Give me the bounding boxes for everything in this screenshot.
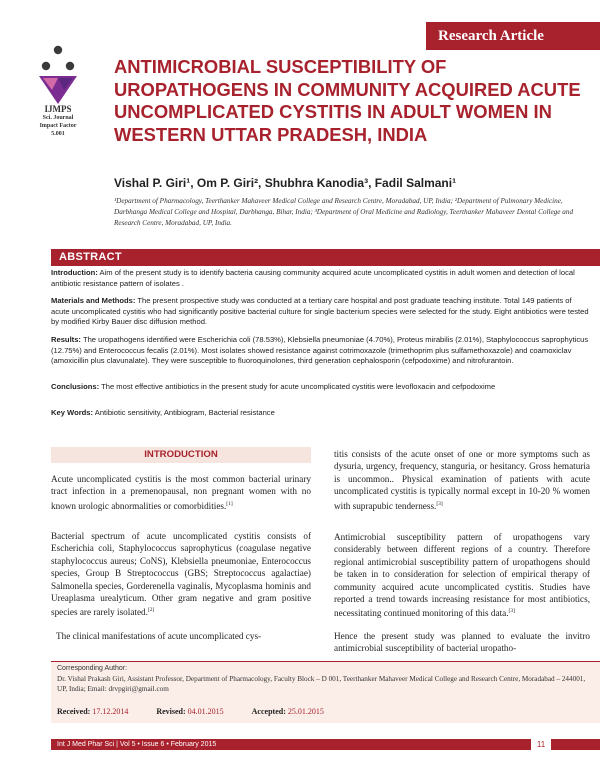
journal-logo-icon [30,38,86,108]
right-column-2 [334,531,590,620]
abstract-results-label: Results: [51,335,81,344]
abstract-keywords [51,408,591,419]
abstract-conclusions [51,382,591,393]
abstract-intro-text: Aim of the present study is to identify bacteria causing community acquired acute uncomplicated cystitis in adult women and detection of local antibiotic resistance pattern of isolates . [51,268,575,288]
citation-ref: [1] [226,500,233,507]
right-column [334,448,590,512]
received-date: 17.12.2014 [92,707,129,716]
journal-abbr: IJMPS [44,104,72,114]
author-list: Vishal P. Giri¹, Om P. Giri², Shubhra Kanodia³, Fadil Salmani¹ [114,176,457,190]
corresponding-author-details: Dr. Vishal Prakash Giri, Assistant Professor, Department of Pharmacology, Faculty Block – D 001, Teerthanker Mahaveer Medical College and Research Centre, Moradabad – 244001, UP, India; Email: drvpgiri@gmail.com [57,675,586,693]
article-dates [57,707,350,716]
intro-left-paragraph-1 [51,473,311,512]
intro-right-paragraph-2 [334,531,590,620]
citation-ref: [3] [508,608,515,615]
intro-right-paragraph-3: Hence the present study was planned to evaluate the invitro antimicrobial susceptibility of bacterial uropatho- [334,631,590,654]
intro-right-p1-text: titis consists of the acute onset of one or more symptoms such as dysuria, urgency, frequency, stanguria, or hesitancy. Gross hematuria is uncommon.. Physical examination of patients with acute uncomplicated cystitis is typically normal except in 10-20 % women with suprapubic tenderness. [334,449,590,511]
abstract-methods-text: The present prospective study was conducted at a tertiary care hospital and post graduate teaching institute. Total 149 patients of acute uncomplicated cystitis who had significantly positive bacterial culture for single bacterium species were selected for the study. Eight antibiotics were tested by modified Kirby Bauer disc diffusion method. [51,296,589,327]
left-column [51,473,311,512]
abstract-results-text: The uropathogens identified were Escherichia coli (78.53%), Klebsiella pneumoniae (4.70%), Proteus mirabilis (2.01%), Staphylococcus saprophyticus (12.75%) and Enterococcus fecalis (2.01%). Most isolates showed resistance against cotrimoxazole (trimethoprim plus sulfamethoxazole) and coamoxiclav (amoxicillin plus clavunalate). They were susceptible to fluoroquinolones, third generation cephalosporin (cefpodoxime) and nitrofurantoin. [51,335,589,366]
journal-sub-1: Sci. Journal [42,115,74,121]
top-rule [0,0,600,3]
citation-ref: [3] [436,500,443,507]
introduction-heading: INTRODUCTION [51,447,311,463]
abstract-methods-label: Materials and Methods: [51,296,136,305]
abstract-intro-label: Introduction: [51,268,98,277]
revised-date: 04.01.2015 [187,707,224,716]
intro-left-p1-text: Acute uncomplicated cystitis is the most common bacterial urinary tract infection in a premenopausal, non pregnant women with no known urologic abnormalities or comorbidities. [51,474,311,511]
accepted-label: Accepted: [251,707,286,716]
left-column-2 [51,530,311,619]
journal-sub-3: 5.001 [51,131,65,137]
abstract-heading: ABSTRACT [51,249,600,266]
received-label: Received: [57,707,91,716]
page-number: 11 [536,740,546,749]
abstract-keywords-label: Key Words: [51,408,94,417]
abstract-conclusions-label: Conclusions: [51,382,100,391]
abstract-conclusions-text: The most effective antibiotics in the present study for acute uncomplicated cystitis were levofloxacin and cefpodoxime [99,382,496,391]
footer-citation: Int J Med Phar Sci | Vol 5 • Issue 6 • February 2015 [51,739,531,750]
accepted-date: 25.01.2015 [287,707,324,716]
journal-logo-caption [30,104,86,138]
affiliations: ¹Department of Pharmacology, Teerthanker Mahaveer Medical College and Research Centre, Moradabad, UP, India; ²Department of Pulmonary Medicine, Darbhanga Medical College and Hospital, Darbhanga, Bihar, India; ³Department of Oral Medicine and Radiology, Teerthanker Mahaveer Dental College and Research Centre, Moradabad, UP, India. [114,197,574,227]
left-column-3 [56,630,311,642]
abstract-keywords-text: Antibiotic sensitivity, Antibiogram, Bacterial resistance [93,408,275,417]
abstract-results [51,335,591,367]
intro-right-paragraph-1 [334,448,590,512]
intro-right-p2-text: Antimicrobial susceptibility pattern of uropathogens vary considerably between different regions of a country. Therefore regional antimicrobial susceptibility pattern of uropathogens should be taken in to consideration for selection of empirical therapy of community acquired acute uncomplicated cystitis. Studies have reported a trend towards increasing resistance for most antibiotics, necessitating continued monitoring of this data. [334,532,590,619]
intro-left-paragraph-3: The clinical manifestations of acute uncomplicated cys- [56,631,262,641]
article-type-badge: Research Article [426,22,600,50]
right-column-3 [334,630,590,655]
revised-label: Revised: [156,707,186,716]
abstract-introduction [51,268,591,289]
footer-bar-end [551,739,600,750]
intro-left-p2-text: Bacterial spectrum of acute uncomplicated cystitis consists of Escherichia coli, Staphylococcus saprophyticus (coagulase negative staphylococcus aureus; CoNS), Klebsiella pneumoniae, Enterococcus species, Group B Streptococcus (GBS; Streptococcus agalactiae) Salmonella species, Gorderenella vaginalis, Mycoplasma hominis and Ureaplasma urealyticum. Other gram negative and gram positive species are rarely isolated. [51,531,311,618]
intro-left-paragraph-2 [51,530,311,619]
journal-sub-2: Impact Factor [39,123,77,129]
abstract-methods [51,296,591,328]
citation-ref: [2] [147,607,155,614]
article-title: ANTIMICROBIAL SUSCEPTIBILITY OF UROPATHOGENS IN COMMUNITY ACQUIRED ACUTE UNCOMPLICATED CYSTITIS IN ADULT WOMEN IN WESTERN UTTAR PRADESH, INDIA [114,56,581,145]
corresponding-author-heading: Corresponding Author: [57,665,128,672]
